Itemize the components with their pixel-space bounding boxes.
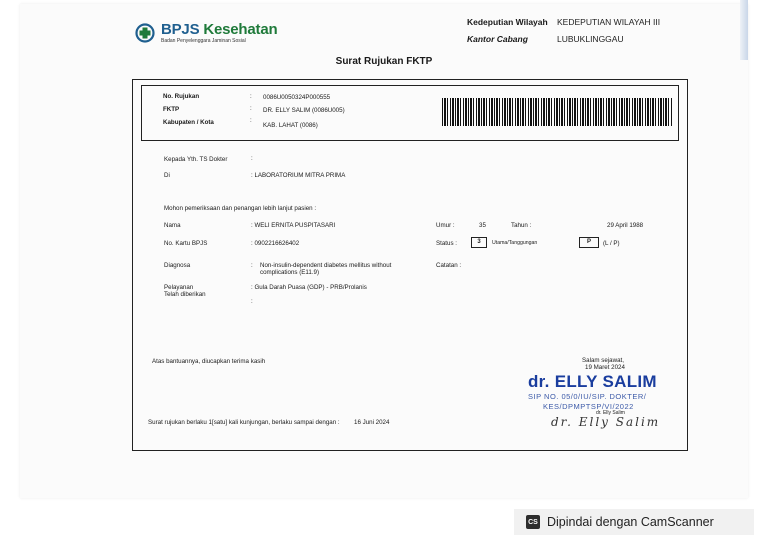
umur-label: Umur : xyxy=(436,222,455,229)
camscanner-icon: CS xyxy=(526,515,540,529)
pelayanan-row: : Gula Darah Puasa (GDP) - PRB/Prolanis xyxy=(251,284,367,291)
document-title: Surat Rujukan FKTP xyxy=(335,56,433,67)
status-box: 3 xyxy=(471,237,487,248)
diagnosa-line2: complications (E11.9) xyxy=(260,269,320,276)
colon: : xyxy=(250,93,252,100)
gender-desc: (L / P) xyxy=(603,240,620,247)
stamp-name: dr. ELLY SALIM xyxy=(528,372,657,391)
tahun-label: Tahun : xyxy=(511,222,532,229)
stamp-sip-line1: SIP NO. 05/0/IU/SIP. DOKTER/ xyxy=(528,392,647,401)
pelayanan-label: Pelayanan xyxy=(164,284,194,291)
cabang-label: Kantor Cabang xyxy=(467,34,528,44)
catatan-label: Catatan : xyxy=(436,262,462,269)
colon: : xyxy=(250,117,252,124)
logo-tagline: Badan Penyelenggara Jaminan Sosial xyxy=(161,38,246,44)
colon: : xyxy=(251,155,253,162)
gender-box: P xyxy=(579,237,599,248)
di-value-row: : LABORATORIUM MITRA PRIMA xyxy=(251,172,346,179)
telah-label: Telah diberikan xyxy=(164,291,206,298)
colon: : xyxy=(251,298,253,305)
barcode xyxy=(442,98,672,126)
colon: : xyxy=(250,105,252,112)
handwritten-signature: dr. Elly Salim xyxy=(551,415,661,429)
validity-date: 16 Juni 2024 xyxy=(354,419,390,426)
status-label: Status : xyxy=(436,240,457,247)
office-info xyxy=(467,14,660,48)
pelayanan-value: Gula Darah Puasa (GDP) - PRB/Prolanis xyxy=(254,284,367,291)
closing-date: 19 Maret 2024 xyxy=(585,364,625,371)
salam-text: Salam sejawat, xyxy=(582,357,624,364)
logo-name-bpjs: BPJS xyxy=(161,21,200,38)
kepada-label: Kepada Yth. TS Dokter xyxy=(164,156,228,163)
camscanner-label: Dipindai dengan CamScanner xyxy=(547,515,714,529)
referral-header-box xyxy=(141,85,679,141)
di-label: Di xyxy=(164,172,170,179)
logo-name xyxy=(161,22,277,37)
deputi-value: KEDEPUTIAN WILAYAH III xyxy=(557,17,661,27)
tahun-value: 29 April 1988 xyxy=(607,222,644,229)
signer-name: dr. Elly Salim xyxy=(596,410,625,416)
no-rujukan-value: 0086U0050324P000555 xyxy=(263,94,331,101)
fktp-label: FKTP xyxy=(163,106,180,113)
stamp-sip-line2: KES/DPMPTSP/VI/2022 xyxy=(543,402,634,411)
doctor-stamp xyxy=(528,372,688,412)
bpjs-logo-icon xyxy=(135,23,155,43)
kartu-label: No. Kartu BPJS xyxy=(164,240,208,247)
fktp-value: DR. ELLY SALIM (0086U005) xyxy=(263,107,345,114)
diagnosa-line1: Non-insulin-dependent diabetes mellitus without xyxy=(260,262,392,269)
status-desc: Utama/Tanggungan xyxy=(492,240,538,246)
umur-value: 35 xyxy=(479,222,486,229)
nama-value: WELI ERNITA PUSPITASARI xyxy=(254,222,336,229)
nama-row: : WELI ERNITA PUSPITASARI xyxy=(251,222,336,229)
kartu-value: 0902216626402 xyxy=(254,240,300,247)
bpjs-logo xyxy=(135,22,277,44)
page-edge xyxy=(740,0,748,60)
kabupaten-label: Kabupaten / Kota xyxy=(163,119,214,126)
deputi-label: Kedeputian Wilayah xyxy=(467,17,548,27)
di-value: LABORATORIUM MITRA PRIMA xyxy=(254,172,346,179)
nama-label: Nama xyxy=(164,222,181,229)
diagnosa-label: Diagnosa xyxy=(164,262,191,269)
intro-text: Mohon pemeriksaan dan penangan lebih lanjut pasien : xyxy=(164,205,317,212)
kabupaten-value: KAB. LAHAT (0086) xyxy=(263,122,318,129)
camscanner-watermark xyxy=(514,509,754,535)
no-rujukan-label: No. Rujukan xyxy=(163,93,200,100)
validity-text: Surat rujukan berlaku 1[satu] kali kunjungan, berlaku sampai dengan : xyxy=(148,419,340,426)
logo-name-kesehatan: Kesehatan xyxy=(203,21,278,38)
kartu-row: : 0902216626402 xyxy=(251,240,300,247)
cabang-value: LUBUKLINGGAU xyxy=(557,34,624,44)
colon: : xyxy=(251,262,253,269)
thanks-text: Atas bantuannya, diucapkan terima kasih xyxy=(152,358,266,365)
